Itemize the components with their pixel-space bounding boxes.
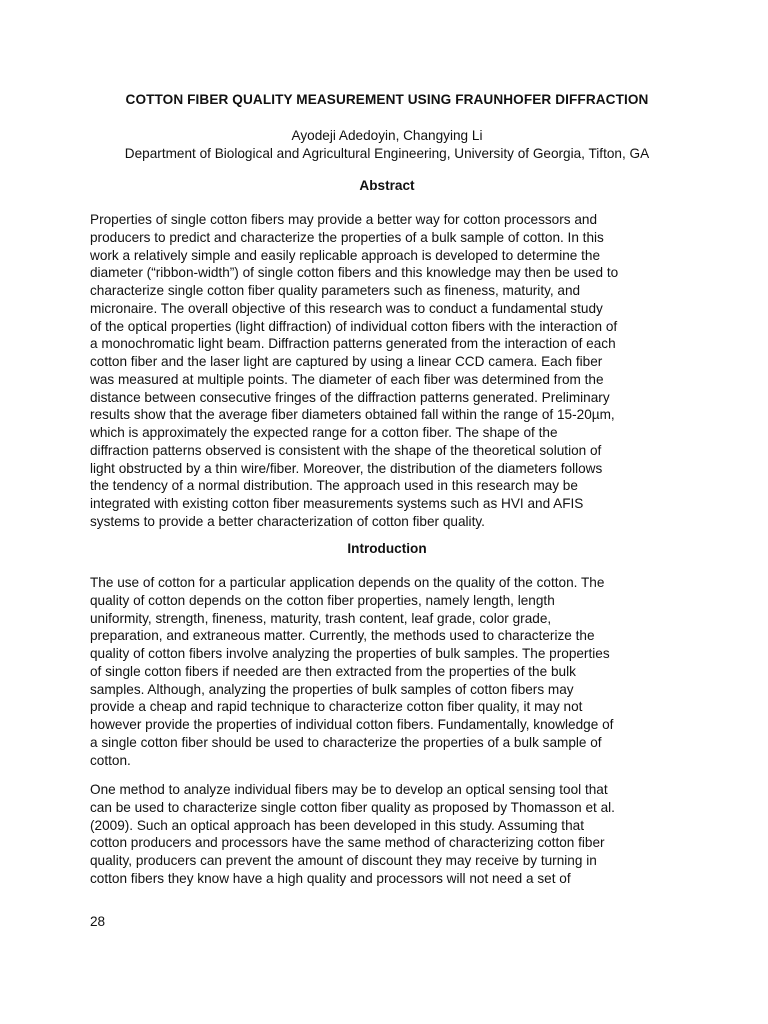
- paper-affiliation: Department of Biological and Agricultural Engineering, University of Georgia, Tifton, GA: [124, 146, 650, 161]
- introduction-paragraph-2: One method to analyze individual fibers may be to develop an optical sensing tool that can be used to characterize single cotton fiber quality as proposed by Thomasson et al. (2009). Such an optical approach has been developed in this study. Assuming that cotton producers and processors have the same method of characterizing cotton fiber quality, producers can prevent the amount of discount they may receive by turning in cotton fibers they know have a high quality and processors will not need a set of: [90, 782, 615, 886]
- abstract-text: Properties of single cotton fibers may provide a better way for cotton processors and producers to predict and characterize the properties of a bulk sample of cotton. In this work a relatively simple and easily replicable approach is developed to determine the diameter (“ribbon-width”) of single cotton fibers and this knowledge may then be used to characterize single cotton fiber quality parameters such as fineness, maturity, and micronaire. The overall objective of this research was to conduct a fundamental study of the optical properties (light diffraction) of individual cotton fibers with the interaction of a monochromatic light beam. Diffraction patterns generated from the interaction of each cotton fiber and the laser light are captured by using a linear CCD camera. Each fiber was measured at multiple points. The diameter of each fiber was determined from the distance between consecutive fringes of the diffraction patterns generated. Preliminary results show that the average fiber diameters obtained fall within the range of 15-20µm, which is approximately the expected range for a cotton fiber. The shape of the diffraction patterns observed is consistent with the shape of the theoretical solution of light obstructed by a thin wire/fiber. Moreover, the distribution of the diameters follows the tendency of a normal distribution. The approach used in this research may be integrated with existing cotton fiber measurements systems such as HVI and AFIS systems to provide a better characterization of cotton fiber quality.: [90, 212, 619, 529]
- introduction-paragraph-1: The use of cotton for a particular application depends on the quality of the cotton. The quality of cotton depends on the cotton fiber properties, namely length, length uniformity, strength, fineness, maturity, trash content, leaf grade, color grade, preparation, and extraneous matter. Currently, the methods used to characterize the quality of cotton fibers involve analyzing the properties of bulk samples. The properties of single cotton fibers if needed are then extracted from the properties of the bulk samples. Although, analyzing the properties of bulk samples of cotton fibers may provide a cheap and rapid technique to characterize cotton fiber quality, it may not however provide the properties of individual cotton fibers. Fundamentally, knowledge of a single cotton fiber should be used to characterize the properties of a bulk sample of cotton.: [90, 575, 614, 768]
- paper-authors: Ayodeji Adedoyin, Changying Li: [291, 128, 483, 143]
- introduction-heading: Introduction: [347, 541, 427, 556]
- paper-page: [90, 0, 684, 1024]
- paper-title: COTTON FIBER QUALITY MEASUREMENT USING FRAUNHOFER DIFFRACTION: [125, 92, 649, 107]
- page-number: 28: [90, 914, 106, 929]
- abstract-heading: Abstract: [359, 178, 415, 193]
